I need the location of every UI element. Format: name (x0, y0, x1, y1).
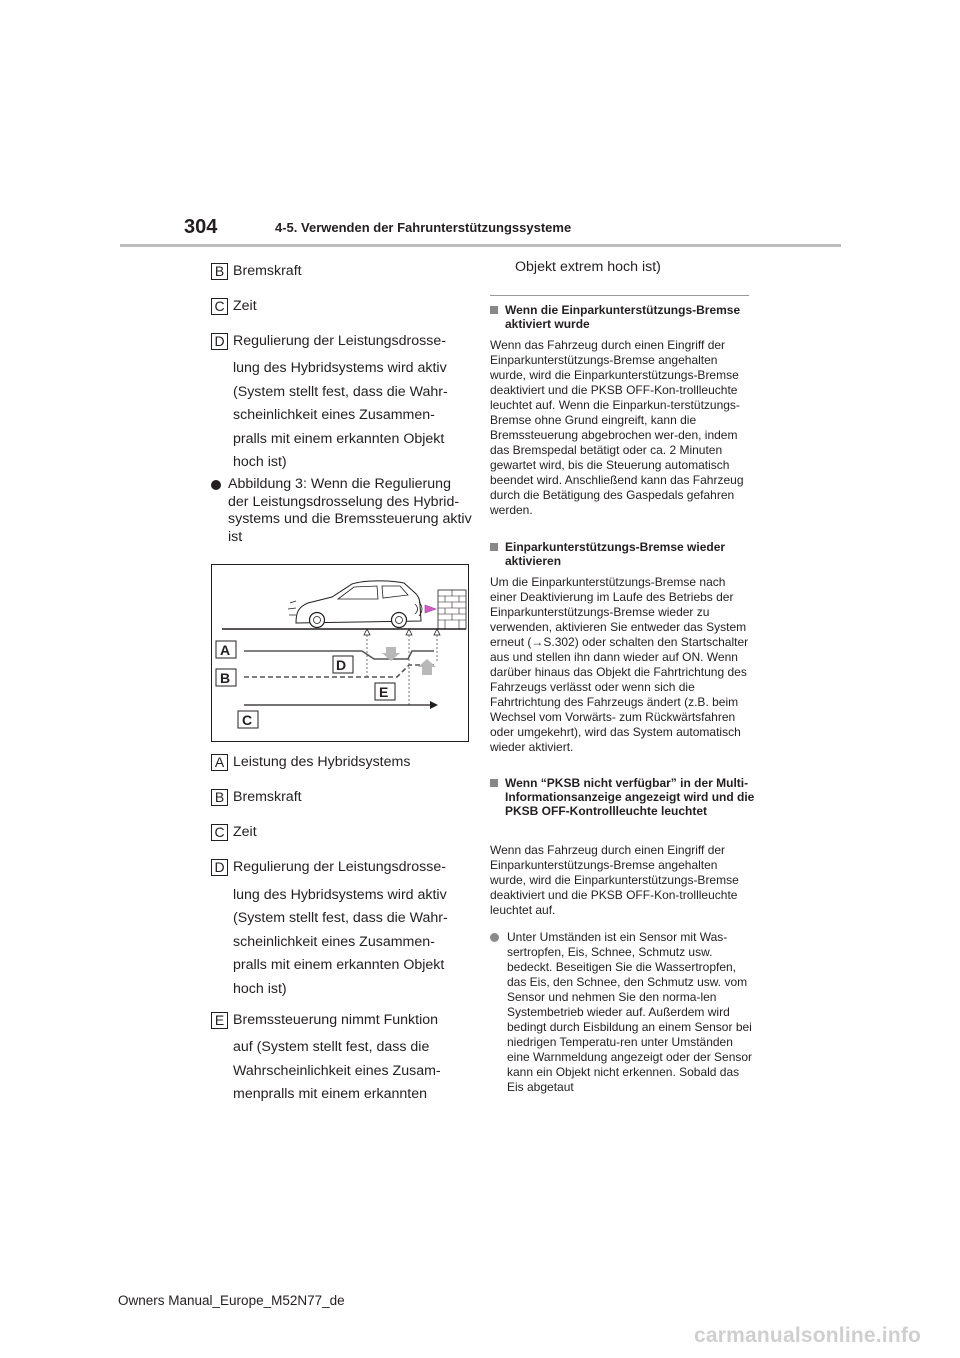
label-e-line: menpralls mit einem erkannten (233, 1086, 427, 1102)
figure-letter-c (238, 711, 258, 728)
label-text: Bremssteuerung nimmt Funktion (233, 1012, 439, 1028)
label-d-bottom-line: hoch ist) (233, 981, 287, 997)
section3-heading: Wenn “PKSB nicht verfügbar” in der Multi-Informationsanzeige angezeigt wird und die PKSB OFF-Kontrollleuchte leuchtet (505, 776, 755, 818)
letter-box-d: D (211, 859, 228, 876)
watermark-link[interactable]: carmanualsonline.info (694, 1324, 922, 1347)
section2-body: Um die Einparkunterstützungs-Bremse nach einer Deaktivierung im Laufe des Betriebs der Einparkunterstützungs-Bremse wieder zu verwenden, aktivieren Sie entweder das System erneut (→S.302) oder schalten den Startschalter aus und stellen ihn dann wieder auf ON. Wenn darüber hinaus das Objekt die Fahrtrichtung des Fahrzeugs verlässt oder wenn sich die Fahrtrichtung des Fahrzeugs ändert (z.B. beim Wechsel vom Vorwärts- zum Rückwärtsfahren oder umgekehrt), wird das System automatisch wieder aktiviert. (490, 575, 749, 754)
svg-text:A: A (220, 642, 231, 658)
square-bullet-icon (490, 543, 498, 551)
label-text: Regulierung der Leistungsdrosse- (233, 859, 446, 875)
label-a-bottom (211, 753, 410, 771)
label-d-top-line: (System stellt fest, dass die Wahr- (233, 384, 448, 400)
label-d-top-line: hoch ist) (233, 454, 287, 470)
letter-box-c: C (211, 298, 228, 315)
letter-box-e: E (211, 1012, 228, 1029)
right-continuation: Objekt extrem hoch ist) (515, 259, 661, 275)
section-heading (490, 776, 755, 818)
chapter-title: 4-5. Verwenden der Fahrunterstützungssysteme (275, 220, 572, 235)
bullet-dot-icon (211, 480, 221, 490)
brick-wall-icon (438, 590, 466, 629)
header-divider (120, 244, 841, 247)
figure-letter-b (216, 669, 236, 686)
figure-svg (212, 565, 468, 741)
right-divider (490, 295, 749, 296)
label-text: Leistung des Hybridsystems (233, 754, 411, 770)
label-d-bottom-line: pralls mit einem erkannten Objekt (233, 957, 445, 973)
section3-body: Wenn das Fahrzeug durch einen Eingriff der Einparkunterstützungs-Bremse angehalten wurde, wird die Einparkunterstützungs-Bremse deaktiviert und die PKSB OFF-Kon-trollleuchte leuchtet auf. (490, 843, 739, 917)
letter-box-b: B (211, 263, 228, 280)
figure-diagram (211, 564, 469, 742)
section1-body: Wenn das Fahrzeug durch einen Eingriff der Einparkunterstützungs-Bremse angehalten wurde, wird die Einparkunterstützungs-Bremse deaktiviert und die PKSB OFF-Kon-trollleuchte leuchtet auf. Wenn die Einparkun-terstützungs-Bremse ohne Grund eingreift, kann die Bremssteuerung abgebrochen wer-den, indem das Bremspedal betätigt oder ca. 2 Minuten gewartet wird, bis die Steuerung automatisch beendet wird. Anschließend kann das Fahrzeug durch die Betätigung des Gaspedals gefahren werden. (490, 338, 744, 517)
label-text: Zeit (233, 298, 257, 314)
label-b-top (211, 262, 302, 280)
figure-letter-a (216, 641, 236, 658)
label-c-bottom (211, 823, 257, 841)
svg-text:E: E (379, 684, 389, 700)
letter-box-c: C (211, 824, 228, 841)
label-d-top-line: pralls mit einem erkannten Objekt (233, 431, 445, 447)
figure3-bullet (211, 476, 473, 546)
label-e-line: auf (System stellt fest, dass die (233, 1039, 430, 1055)
event-marker-icon (364, 629, 440, 635)
label-d-top-line: scheinlichkeit eines Zusammen- (233, 407, 435, 423)
label-e (211, 1011, 438, 1029)
time-axis-arrow-icon (430, 701, 438, 709)
section-heading (490, 540, 755, 568)
svg-text:D: D (336, 657, 347, 673)
label-text: Zeit (233, 824, 257, 840)
svg-text:C: C (242, 712, 253, 728)
letter-box-a: A (211, 754, 228, 771)
letter-box-b: B (211, 789, 228, 806)
label-d-bottom-line: (System stellt fest, dass die Wahr- (233, 910, 448, 926)
label-text: Bremskraft (233, 789, 302, 805)
label-b-bottom (211, 788, 302, 806)
up-arrow-icon (418, 659, 436, 675)
figure-letter-e (375, 683, 395, 700)
section2-heading: Einparkunterstützungs-Bremse wieder aktivieren (505, 540, 726, 568)
square-bullet-icon (490, 779, 498, 787)
svg-text:B: B (220, 670, 231, 686)
sensor-note: Unter Umständen ist ein Sensor mit Was-sertropfen, Eis, Schnee, Schmutz usw. bedeckt. Beseitigen Sie die Wassertropfen, das Eis, den Schnee, den Schmutz usw. vom Sensor und nehmen Sie den norma-len Systembetrieb wieder auf. Außerdem wird bedingt durch Eisbildung an einem Sensor bei niedrigen Temperatu-ren unter Umständen eine Warnmeldung angezeigt oder der Sensor kann ein Objekt nicht erkennen. Sobald das Eis abgetaut (507, 930, 753, 1094)
label-d-bottom (211, 858, 446, 876)
section-heading (490, 303, 755, 331)
label-text: Bremskraft (233, 263, 302, 279)
figure3-caption: Abbildung 3: Wenn die Regulierung der Leistungsdrosselung des Hybrid-systems und die Bremssteuerung aktiv ist (228, 476, 472, 545)
figure-letter-d (333, 656, 353, 673)
label-d-top-line: lung des Hybridsystems wird aktiv (233, 360, 447, 376)
bullet-dot-icon (490, 933, 499, 942)
label-c-top (211, 297, 257, 315)
label-d-bottom-line: scheinlichkeit eines Zusammen- (233, 934, 435, 950)
section1-heading: Wenn die Einparkunterstützungs-Bremse aktiviert wurde (505, 303, 741, 331)
page-number: 304 (184, 216, 218, 238)
label-text: Regulierung der Leistungsdrosse- (233, 333, 446, 349)
label-d-top (211, 332, 446, 350)
list-item (490, 930, 755, 1095)
label-e-line: Wahrscheinlichkeit eines Zusam- (233, 1063, 441, 1079)
square-bullet-icon (490, 306, 498, 314)
footer-text: Owners Manual_Europe_M52N77_de (118, 1293, 345, 1308)
letter-box-d: D (211, 333, 228, 350)
car-icon (288, 581, 421, 628)
label-d-bottom-line: lung des Hybridsystems wird aktiv (233, 887, 447, 903)
